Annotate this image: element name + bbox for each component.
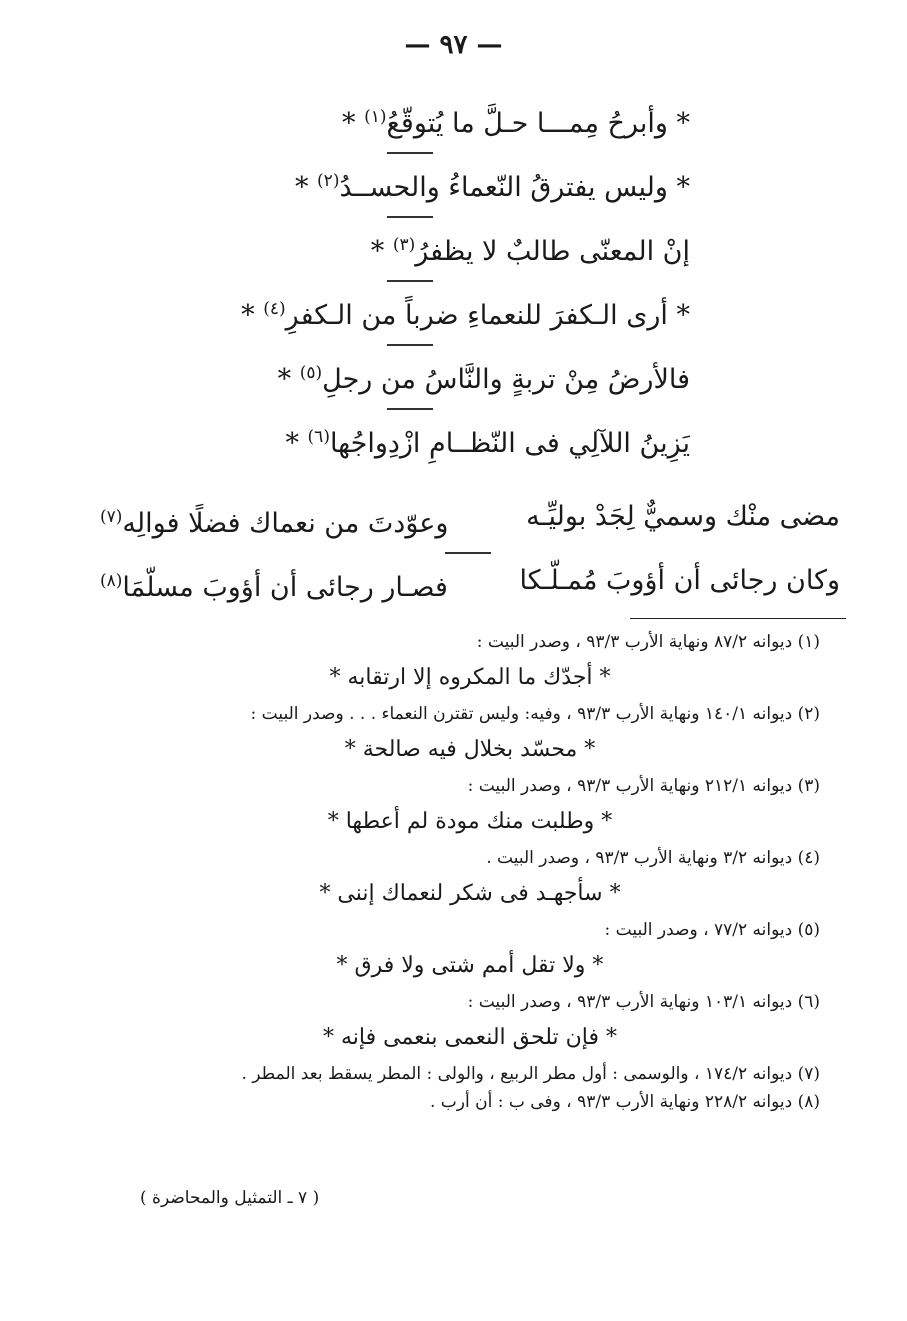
couplet-second-hemistich: فصـار رجائى أن أؤوبَ مسلّمَا$^{(٨)}$ xyxy=(100,571,448,603)
verse-line xyxy=(130,152,690,216)
footnote-quote: * أجدّك ما المكروه إلا ارتقابه * xyxy=(329,665,611,690)
verse-text: * وأبرحُ مِمـــا حـلَّ ما يُتوقّعُ xyxy=(386,108,690,139)
verse-divider xyxy=(387,152,433,154)
footnote-text: (٨) ديوانه ٢٢٨/٢ ونهاية الأرب ٩٣/٣ ، وفى ب : أن أرب . xyxy=(429,1092,820,1112)
footnote-quote: * ولا تقل أمم شتى ولا فرق * xyxy=(336,953,604,978)
footnote-quote: * محسّد بخلال فيه صالحة * xyxy=(344,737,596,762)
footnote-marker: (٢) xyxy=(317,171,340,191)
couplet-first-hemistich: مضى منْك وسميٌّ لِجَدْ بوليِّـه xyxy=(526,501,840,532)
footnote-quote: * سأجهـد فى شكر لنعماك إننى * xyxy=(319,881,621,906)
footnote-text: (١) ديوانه ٨٧/٢ ونهاية الأرب ٩٣/٣ ، وصدر البيت : xyxy=(476,632,820,652)
footnote-marker: (٧) xyxy=(100,507,123,527)
verse-end-mark: * xyxy=(277,364,300,395)
footnote-separator xyxy=(630,618,846,619)
page-number: — ٩٧ — xyxy=(404,30,503,60)
verse-line xyxy=(130,216,690,280)
verse-text: فالأرضُ مِنْ تربةٍ والنَّاسُ من رجلِ xyxy=(322,364,690,395)
verse-end-mark: * xyxy=(342,108,365,139)
footnote-text: (٣) ديوانه ٢١٢/١ ونهاية الأرب ٩٣/٣ ، وصدر البيت : xyxy=(467,776,820,796)
source-signature: ( ٧ ـ التمثيل والمحاضرة ) xyxy=(140,1188,320,1208)
footnote-text: (٦) ديوانه ١٠٣/١ ونهاية الأرب ٩٣/٣ ، وصدر البيت : xyxy=(467,992,820,1012)
footnote-quote: * فإن تلحق النعمى بنعمى فإنه * xyxy=(323,1025,617,1050)
verse-divider xyxy=(387,216,433,218)
verse-text: * أرى الـكفرَ للنعماءِ ضرباً من الـكفرِ xyxy=(285,300,690,331)
verse-line xyxy=(130,344,690,408)
verse-end-mark: * xyxy=(241,300,264,331)
couplet-list xyxy=(100,488,840,616)
verse-end-mark: * xyxy=(294,172,318,203)
verse-divider xyxy=(387,344,433,346)
verse-line xyxy=(130,408,690,472)
footnote-marker: (١) xyxy=(364,107,387,127)
footnote-text: (٥) ديوانه ٧٧/٢ ، وصدر البيت : xyxy=(604,920,820,940)
couplet-line xyxy=(100,552,840,616)
verse-text: إنْ المعنّى طالبٌ لا يظفرُ xyxy=(415,236,690,267)
footnote-text: (٢) ديوانه ١٤٠/١ ونهاية الأرب ٩٣/٣ ، وفيه: وليس تقترن النعماء . . . وصدر البيت : xyxy=(250,704,820,724)
footnote-marker: (٨) xyxy=(100,571,123,591)
footnote-text: (٧) ديوانه ١٧٤/٢ ، والوسمى : أول مطر الربيع ، والولى : المطر يسقط بعد المطر . xyxy=(241,1064,820,1084)
verse-end-mark: * xyxy=(370,236,393,267)
footnote-quote: * وطلبت منك مودة لم أعطها * xyxy=(327,809,613,834)
footnote-marker: (٣) xyxy=(392,235,416,255)
verse-text: * وليس يفترقُ النّعماءُ والحســدُ xyxy=(339,172,690,203)
footnote-text: (٤) ديوانه ٣/٢ ونهاية الأرب ٩٣/٣ ، وصدر البيت . xyxy=(486,848,820,868)
couplet-first-hemistich: وكان رجائى أن أؤوبَ مُمـلّـكا xyxy=(519,565,840,596)
verse-text: يَزِينُ اللآلِي فى النّظــامِ ازْدِواجُها xyxy=(329,428,690,459)
verse-line xyxy=(130,280,690,344)
verse-line xyxy=(130,88,690,152)
verse-divider xyxy=(387,408,433,410)
footnote-list xyxy=(120,628,820,1116)
verse-list xyxy=(130,88,690,472)
verse-divider xyxy=(387,280,433,282)
footnote-marker: (٦) xyxy=(307,427,330,447)
footnote-marker: (٤) xyxy=(263,299,286,319)
couplet-second-hemistich: وعوّدتَ من نعماك فضلًا فوالِه$^{(٧)}$ xyxy=(100,507,449,539)
couplet-line xyxy=(100,488,840,552)
footnote-marker: (٥) xyxy=(299,363,323,383)
couplet-divider xyxy=(445,552,491,554)
verse-end-mark: * xyxy=(285,428,308,459)
